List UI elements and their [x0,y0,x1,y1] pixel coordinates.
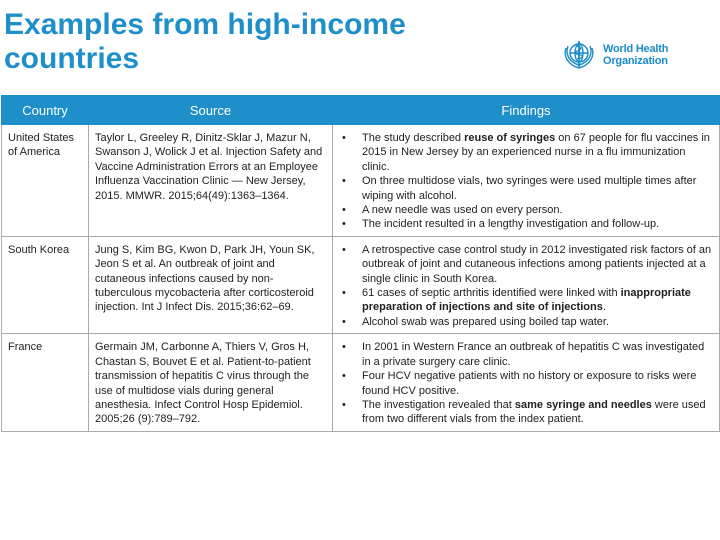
page-title: Examples from high-income countries [4,8,406,75]
finding-item: • The incident resulted in a lengthy investigation and follow-up. [339,217,713,231]
table-row [2,236,720,333]
findings-list [339,243,713,329]
table-row [2,334,720,431]
column-header-source: Source [89,96,333,125]
finding-item: • On three multidose vials, two syringes were used multiple times after wiping with alcohol. [339,174,713,203]
column-header-findings: Findings [333,96,720,125]
logo-line-2: Organization [603,55,668,67]
source-cell: Jung S, Kim BG, Kwon D, Park JH, Youn SK, Jeon S et al. An outbreak of joint and cutaneous infections caused by non-tuberculous mycobacteria after corticosteroid injection. Int J Infect Dis. 2015;36:62–69. [89,236,333,333]
findings-list [339,131,713,232]
source-cell: Germain JM, Carbonne A, Thiers V, Gros H, Chastan S, Bouvet E et al. Patient-to-patient transmission of hepatitis C virus through the use of multidose vials during general anesthesia. Infect Control Hosp Epidemiol. 2005;26 (9):789–792. [89,334,333,431]
logo-line-1: World Health [603,43,669,55]
examples-table [1,95,720,432]
country-cell: France [2,334,89,431]
finding-item: • Four HCV negative patients with no history or exposure to risks were found HCV positive. [339,369,713,398]
who-emblem-icon [560,38,598,72]
finding-item: • The investigation revealed that same syringe and needles were used from two different vials from the index patient. [339,398,713,427]
finding-item: • A retrospective case control study in 2012 investigated risk factors of an outbreak of joint and cutaneous infections among patients injected at a single clinic in South Korea. [339,243,713,286]
finding-item: • 61 cases of septic arthritis identified were linked with inappropriate preparation of injections and site of injections. [339,286,713,315]
findings-list [339,340,713,426]
findings-cell [333,334,720,431]
country-cell: United States of America [2,125,89,237]
source-cell: Taylor L, Greeley R, Dinitz-Sklar J, Mazur N, Swanson J, Wolick J et al. Injection Safety and Vaccine Administration Errors at an Employee Influenza Vaccination Clinic — New Jersey, 2015. MMWR. 2015;64(49):1363–1364. [89,125,333,237]
finding-item: • A new needle was used on every person. [339,203,713,217]
finding-item: • The study described reuse of syringes on 67 people for flu vaccines in 2015 in New Jersey by an experienced nurse in a flu immunization clinic. [339,131,713,174]
findings-cell [333,236,720,333]
country-cell: South Korea [2,236,89,333]
findings-cell [333,125,720,237]
finding-item: • Alcohol swab was prepared using boiled tap water. [339,315,713,329]
finding-item: • In 2001 in Western France an outbreak of hepatitis C was investigated in a private surgery care clinic. [339,340,713,369]
table-row [2,125,720,237]
table-header-row [2,96,720,125]
who-logo [560,38,668,72]
column-header-country: Country [2,96,89,125]
